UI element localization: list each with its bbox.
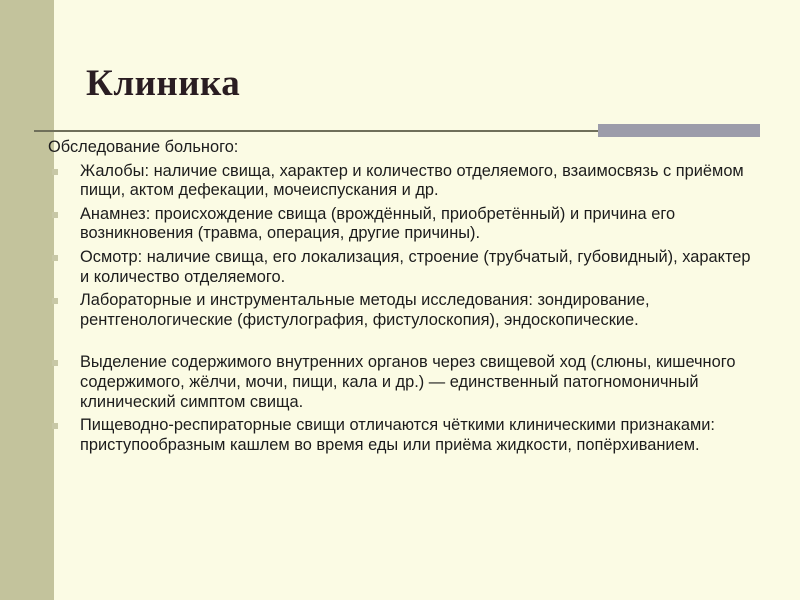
- slide-title: Клиника: [86, 63, 241, 104]
- list-item: [48, 291, 764, 330]
- list-item-text: Жалобы: наличие свища, характер и количество отделяемого, взаимосвязь с приёмом пищи, актом дефекации, мочеиспускания и др.: [80, 161, 744, 200]
- square-bullet-icon: [52, 255, 58, 261]
- square-bullet-icon: [52, 212, 58, 218]
- list-item-text: Анамнез: происхождение свища (врождённый, приобретённый) и причина его возникновения (травма, операция, другие причины).: [80, 204, 676, 243]
- slide-body: [48, 138, 764, 459]
- list-item: [48, 353, 764, 412]
- bullet-list: [48, 162, 764, 456]
- list-item: [48, 416, 764, 455]
- square-bullet-icon: [52, 169, 58, 175]
- list-item-text: Лабораторные и инструментальные методы исследования: зондирование, рентгенологические (фистулография, фистулоскопия), эндоскопические.: [80, 291, 650, 329]
- square-bullet-icon: [52, 298, 58, 304]
- list-item: [48, 162, 764, 201]
- intro-text: Обследование больного:: [48, 138, 239, 156]
- square-bullet-icon: [52, 423, 58, 429]
- list-item-text: Пищеводно-респираторные свищи отличаются чёткими клиническими признаками: приступообразным кашлем во время еды или приёма жидкости, попёрхиванием.: [80, 416, 715, 454]
- list-item-text: Осмотр: наличие свища, его локализация, строение (трубчатый, губовидный), характер и количество отделяемого.: [80, 247, 751, 286]
- square-bullet-icon: [52, 360, 58, 366]
- title-divider-accent: [598, 124, 760, 137]
- list-item-text: Выделение содержимого внутренних органов через свищевой ход (слюны, кишечного содержимого, жёлчи, мочи, пищи, кала и др.) — единственный патогномоничный клинический симптом свища.: [80, 353, 736, 411]
- left-side-bar: [0, 0, 54, 600]
- list-item: [48, 205, 764, 244]
- list-item: [48, 248, 764, 287]
